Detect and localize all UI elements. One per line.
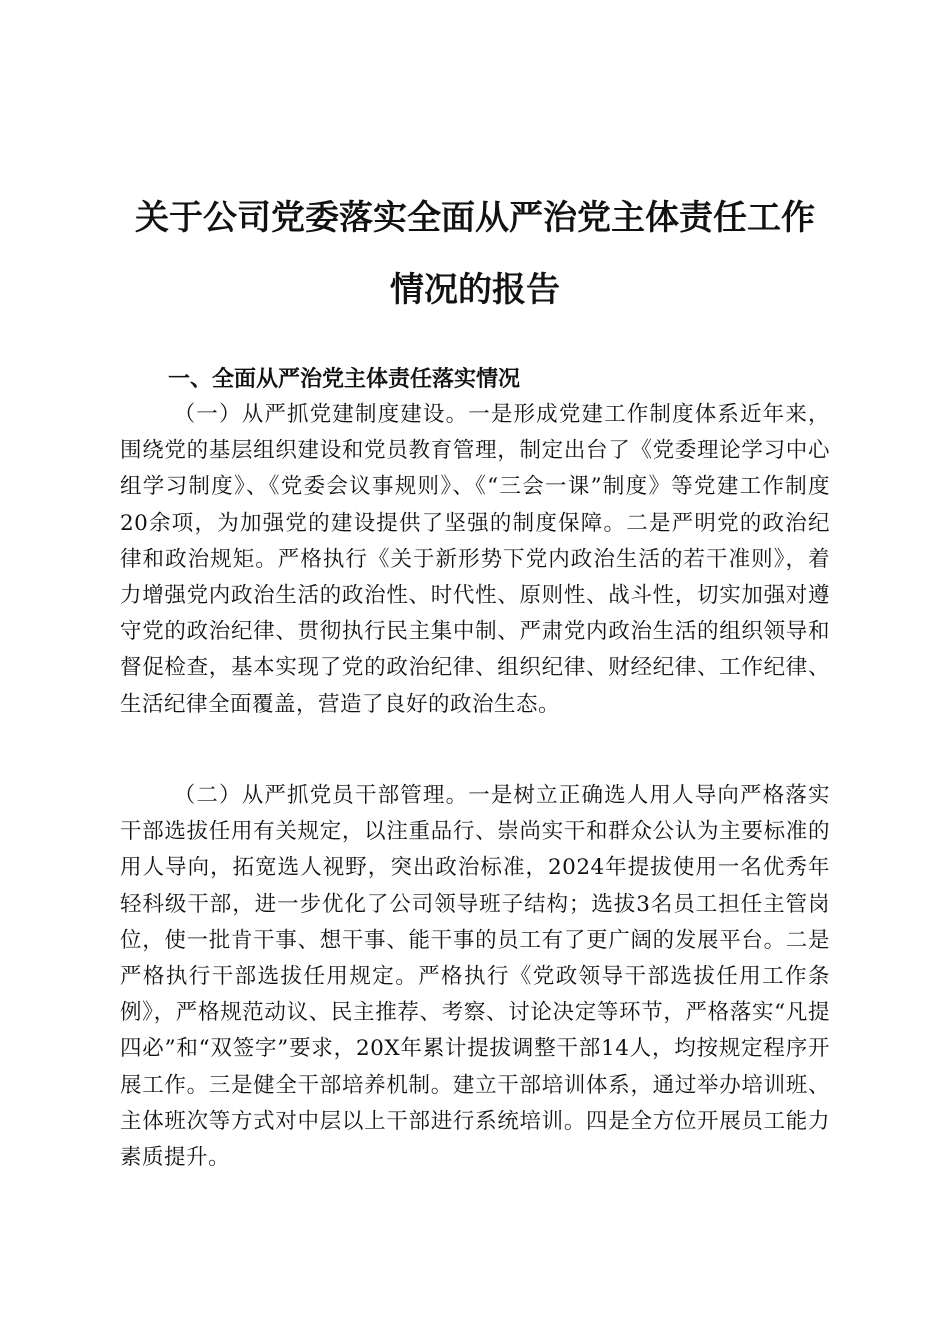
- section-heading: 一、全面从严治党主体责任落实情况: [168, 367, 521, 392]
- paragraph-party-building-system: （一）从严抓党建制度建设。一是形成党建工作制度体系近年来，围绕党的基层组织建设和党员教育管理，制定出台了《党委理论学习中心组学习制度》、《党委会议事规则》、《“三会一课”制度》等党建工作制度20余项，为加强党的建设提供了坚强的制度保障。二是严明党的政治纪律和政治规矩。严格执行《关于新形势下党内政治生活的若干准则》，着力增强党内政治生活的政治性、时代性、原则性、战斗性，切实加强对遵守党的政治纪律、贯彻执行民主集中制、严肃党内政治生活的组织领导和督促检查，基本实现了党的政治纪律、组织纪律、财经纪律、工作纪律、生活纪律全面覆盖，营造了良好的政治生态。: [120, 402, 830, 717]
- document-title-line-1: 关于公司党委落实全面从严治党主体责任工作: [135, 198, 815, 238]
- document-title-line-2: 情况的报告: [390, 270, 560, 310]
- paragraph-cadre-management: （二）从严抓党员干部管理。一是树立正确选人用人导向严格落实干部选拔任用有关规定，以注重品行、崇尚实干和群众公认为主要标准的用人导向，拓宽选人视野，突出政治标准，2024年提拔使用一名优秀年轻科级干部，进一步优化了公司领导班子结构；选拔3名员工担任主管岗位，使一批肯干事、想干事、能干事的员工有了更广阔的发展平台。二是严格执行干部选拔任用规定。严格执行《党政领导干部选拔任用工作条例》，严格规范动议、民主推荐、考察、讨论决定等环节，严格落实“凡提四必”和“双签字”要求，20X年累计提拔调整干部14人，均按规定程序开展工作。三是健全干部培养机制。建立干部培训体系，通过举办培训班、主体班次等方式对中层以上干部进行系统培训。四是全方位开展员工能力素质提升。: [120, 783, 830, 1171]
